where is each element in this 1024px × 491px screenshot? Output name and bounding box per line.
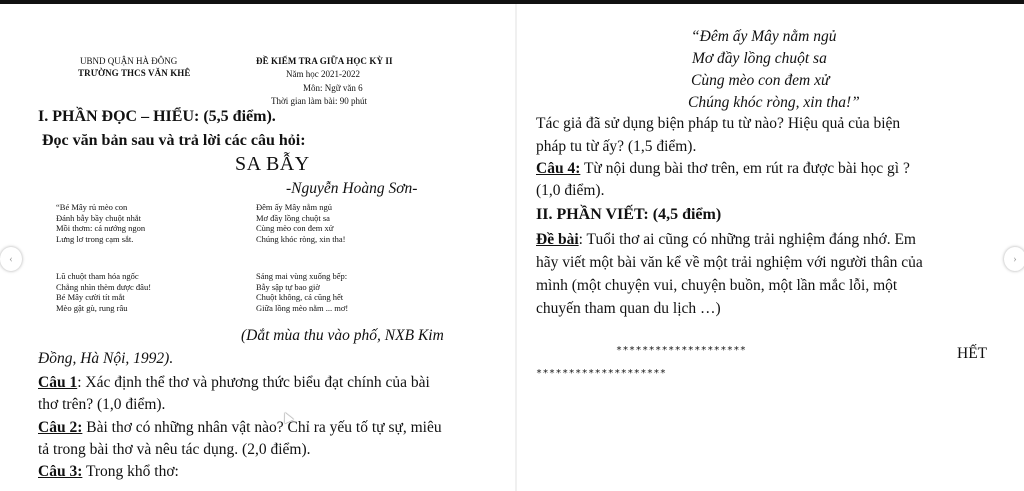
question-4 [536,160,910,178]
district-name: UBND QUẬN HÀ ĐÔNG [80,56,178,66]
end-mark: HẾT [957,345,988,362]
chevron-left-icon: ‹ [9,253,13,265]
poem-line: “Bé Mây rủ mèo con [56,202,128,212]
poem-line: Mồi thơm: cá nướng ngon [56,223,146,233]
poem-line: Đêm ấy Mây nằm ngủ [256,202,333,212]
essay-prompt [536,231,916,249]
question-2-line2: tả trong bài thơ và nêu tác dụng. (2,0 điểm). [38,441,311,458]
school-year: Năm học 2021-2022 [286,69,360,79]
quote-line: Mơ đầy lồng chuột sa [692,50,827,67]
top-border [0,0,1024,4]
poem-line: Chẳng nhìn thèm được đâu! [56,281,152,292]
source-line-1: (Dắt mùa thu vào phố, NXB Kim [241,327,444,344]
exam-title: ĐỀ KIỂM TRA GIỮA HỌC KỲ II [256,56,393,66]
source-line-2: Đồng, Hà Nội, 1992). [38,350,174,367]
question-4-label: Câu 4: [536,160,581,177]
question-3 [38,463,179,481]
essay-line-4: chuyến tham quan du lịch …) [536,300,721,317]
reading-instruction: Đọc văn bản sau và trả lời các câu hỏi: [42,132,306,149]
poem-line: Giữa lồng mèo nằm ... mơ! [256,302,349,313]
quote-line: Cùng mèo con đem xử [691,72,830,89]
separator-stars-2: ******************** [536,368,667,379]
question-3-text: Trong khổ thơ: [82,463,179,480]
question-1-label: Câu 1 [38,374,78,391]
question-3-continued-line2: pháp tu từ ấy? (1,5 điểm). [536,138,697,155]
question-1-text: : Xác định thể thơ và phương thức biểu đạt chính của bài [77,374,430,391]
part2-heading: II. PHẦN VIẾT: (4,5 điểm) [536,206,722,223]
poem-col2-stanza1 [256,202,345,244]
question-1-line2: thơ trên? (1,0 điểm). [38,396,166,413]
poem-line: Cùng mèo con đem xử [256,223,334,233]
quote-line: “Đêm ấy Mây nằm ngủ [691,28,837,45]
question-2 [38,419,442,437]
quoted-stanza [688,26,860,114]
quote-line: Chúng khóc ròng, xin tha!” [688,94,860,111]
question-4-text: Từ nội dung bài thơ trên, em rút ra được bài học gì ? [580,160,910,177]
essay-text: : Tuổi thơ ai cũng có những trải nghiệm đáng nhớ. Em [578,231,916,248]
question-2-text: Bài thơ có những nhân vật nào? Chỉ ra yếu tố tự sự, miêu [82,419,442,436]
poem-col2-stanza2 [256,271,348,313]
poem-author: -Nguyễn Hoàng Sơn- [286,180,418,197]
poem-title: SA BẪY [235,153,310,175]
poem-line: Chúng khóc ròng, xin tha! [256,233,346,244]
essay-label: Đề bài [536,231,579,248]
poem-col1-stanza2 [56,271,151,313]
poem-line: Bé Mây cười tít mắt [56,292,125,302]
page-divider [515,4,517,491]
poem-line: Bẫy sập tự bao giờ [256,281,320,292]
subject: Môn: Ngữ văn 6 [303,83,363,93]
next-page-button[interactable] [1004,247,1024,271]
school-name: TRƯỜNG THCS VĂN KHÊ [78,68,191,78]
chevron-right-icon: › [1013,253,1017,265]
poem-col1-stanza1 [56,202,145,244]
question-3-label: Câu 3: [38,463,83,480]
poem-line: Mơ đầy lồng chuột sa [256,212,330,223]
essay-line-2: hãy viết một bài văn kể về một trải nghiệm với người thân của [536,254,923,271]
poem-line: Lưng lơ trong cạm sắt. [56,233,134,244]
essay-line-3: mình (một chuyện vui, chuyện buồn, một lần mắc lỗi, một [536,277,898,294]
question-2-label: Câu 2: [38,419,83,436]
question-1 [38,374,430,392]
poem-line: Lũ chuột tham hóa ngốc [56,271,139,281]
part1-heading: I. PHẦN ĐỌC – HIỂU: (5,5 điểm). [38,108,276,125]
previous-page-button[interactable] [0,247,22,271]
duration: Thời gian làm bài: 90 phút [271,96,367,106]
poem-line: Mèo gật gù, rung râu [56,302,128,313]
separator-stars: ******************** [616,345,747,356]
poem-line: Sáng mai vùng xuống bếp: [256,271,348,281]
poem-line: Đánh bẫy bầy chuột nhắt [56,212,141,223]
poem-line: Chuột không, cá cũng hết [256,292,344,302]
question-4-line2: (1,0 điểm). [536,182,605,199]
question-3-continued: Tác giả đã sử dụng biện pháp tu từ nào? Hiệu quả của biện [536,115,901,132]
